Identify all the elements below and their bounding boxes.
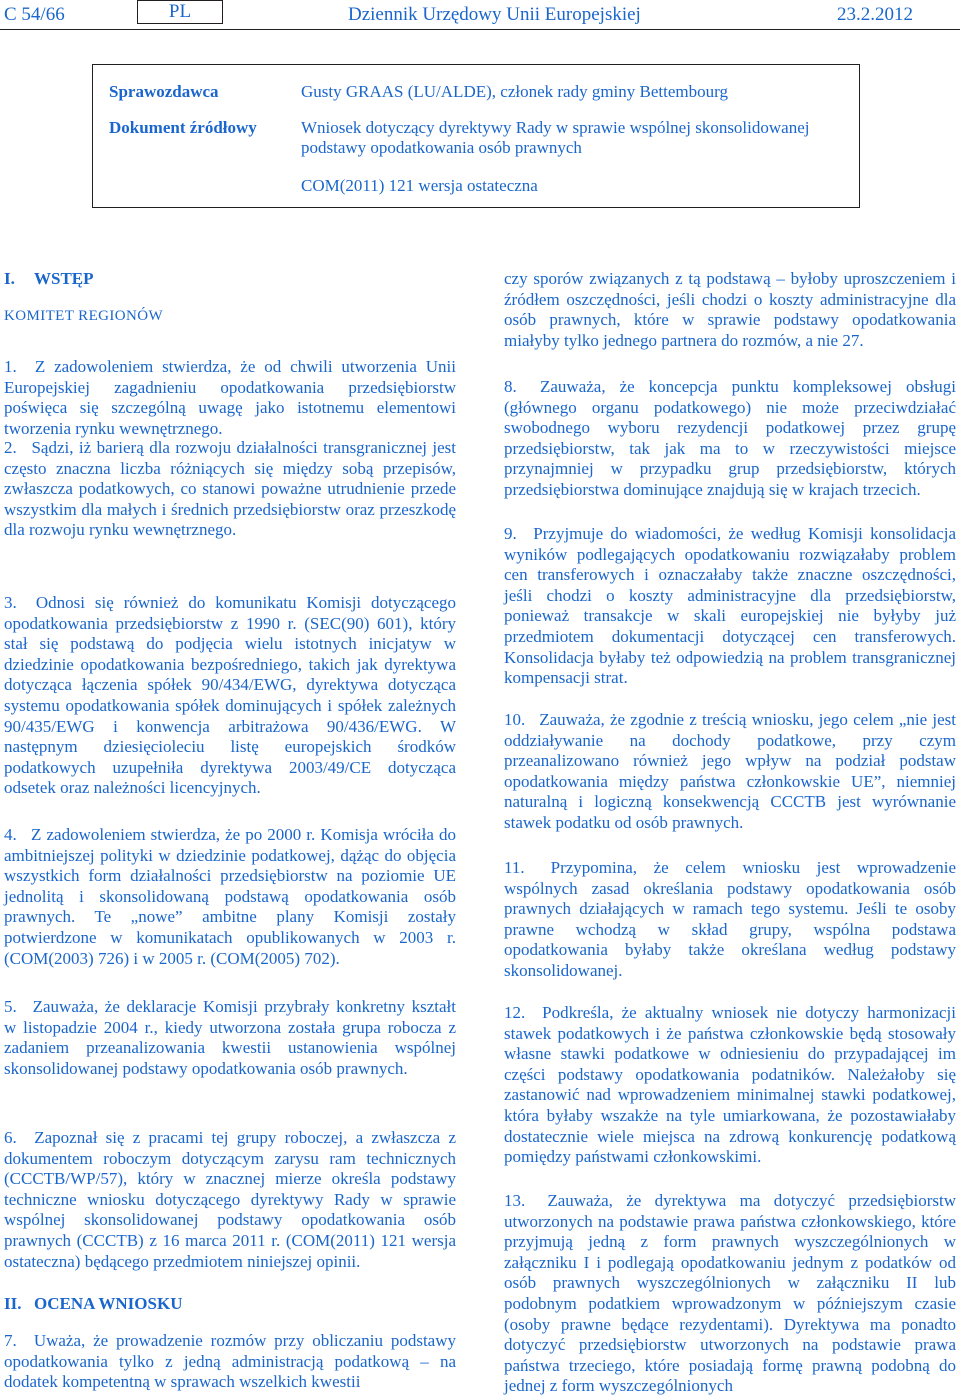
paragraph-7 <box>4 1331 456 1393</box>
paragraph-text: Z zadowoleniem stwierdza, że po 2000 r. Komisja wróciła do ambitniejszej polityki w dziedzinie podatkowej, dążąc do objęcia wszystkich form działalności przedsiębiorstw na poziomie UE jednolitą i skonsolidowaną podstawą opodatkowania osób prawnych. Te „nowe” ambitne plany Komisji zostały potwierdzone w komunikatach opublikowanych w 2003 r. (COM(2003) 726) i w 2005 r. (COM(2005) 702). <box>4 825 456 968</box>
paragraph-text: Zauważa, że zgodnie z treścią wniosku, jego celem „nie jest oddziaływanie na dochody podatkowe, przy czym przeanalizowano również jego wpływ na podział podstaw opodatkowania między państwa członkowskie UE”, niemniej naturalną i logiczną konsekwencją CCCTB jest wyrównanie stawek podatku od osób prawnych. <box>504 710 957 832</box>
paragraph-13 <box>504 1191 956 1397</box>
page-header <box>0 0 960 34</box>
paragraph-10 <box>504 710 956 834</box>
paragraph-8 <box>504 377 956 501</box>
paragraph-6 <box>4 1128 456 1272</box>
paragraph-text: Zauważa, że deklaracje Komisji przybrały konkretny kształt w listopadzie 2004 r., kiedy utworzona została grupa robocza z zadaniem przeanalizowania kwestii ustanowienia wspólnej skonsolidowanej podstawy opodatkowania osób prawnych. <box>4 997 456 1078</box>
rapporteur-label: Sprawozdawca <box>109 82 219 101</box>
paragraph-4 <box>4 825 456 969</box>
paragraph-number: 12. <box>504 1003 526 1022</box>
section-title: OCENA WNIOSKU <box>34 1294 183 1313</box>
publication-date: 23.2.2012 <box>837 4 913 25</box>
paragraph-11 <box>504 858 956 982</box>
paragraph-text: Uważa, że prowadzenie rozmów przy obliczaniu podstawy opodatkowania tylko z jedną administracją podatkową – na dodatek kompetentną w sprawach wszelkich kwestii <box>4 1331 456 1392</box>
paragraph-number: 3. <box>4 593 17 612</box>
paragraph-text: Z zadowoleniem stwierdza, że od chwili utworzenia Unii Europejskiej zagadnieniu opodatkowania przedsiębiorstw poświęca się szczególną uwagę jako istotnemu elementowi tworzenia rynku wewnętrznego. <box>4 357 457 438</box>
paragraph-text: Przyjmuje do wiadomości, że według Komisji konsolidacja wyników podlegających opodatkowaniu rozwiązałaby problem cen transferowych i oznaczałaby także znaczne oszczędności, jeśli chodzi o koszty administracyjne dla przedsiębiorstw, ponieważ transakcje w skali europejskiej nie byłyby już przedmiotem dokumentacji dotyczącej cen transferowych. Konsolidacja byłaby też odpowiedzią na problem transgranicznej kompensacji strat. <box>504 524 957 688</box>
paragraph-number: 11. <box>504 858 525 877</box>
source-label: Dokument źródłowy <box>109 118 257 137</box>
section-number: I. <box>4 269 15 288</box>
section-heading-1 <box>4 269 456 290</box>
paragraph-number: 10. <box>504 710 526 729</box>
section-number: II. <box>4 1294 22 1313</box>
section-title: WSTĘP <box>34 269 94 288</box>
info-box <box>92 64 860 208</box>
paragraph-number: 1. <box>4 357 17 376</box>
paragraph-number: 8. <box>504 377 517 396</box>
header-rule <box>0 29 960 30</box>
paragraph-number: 13. <box>504 1191 526 1210</box>
language-badge: PL <box>137 0 223 24</box>
paragraph-2 <box>4 438 456 541</box>
paragraph-text: Zauważa, że dyrektywa ma dotyczyć przedsiębiorstw utworzonych na podstawie prawa państwa członkowskiego, które przyjmują jedną z form prawnych wyszczególnionych w załączniku I i podlegają opodatkowaniu jednym z podatków od osób prawnych wyszczególnionych w załączniku II lub podobnym podatkiem wprowadzonym w późniejszym czasie (osoby prawne będące rezydentami). Dyrektywa ma ponadto dotyczyć przedsiębiorstw utworzonych na podstawie prawa państwa trzeciego, które posiadają formę prawną podobną do jednej z form wyszczególnionych <box>504 1191 957 1396</box>
paragraph-number: 7. <box>4 1331 17 1350</box>
paragraph-number: 9. <box>504 524 517 543</box>
paragraph-1 <box>4 357 456 439</box>
paragraph-7-continued: czy sporów związanych z tą podstawą – byłoby uproszczeniem i źródłem oszczędności, jeśli chodzi o koszty administracyjne dla osób prawnych, które w sprawie podstawy opodatkowania miałyby tylko jednego partnera do rozmów, a nie 27. <box>504 269 956 350</box>
paragraph-text: Podkreśla, że aktualny wniosek nie dotyczy harmonizacji stawek podatkowych i że państwa członkowskie będą stosowały własne stawki podatkowe w odniesieniu do przypadającej im części podstawy opodatkowania podatników. Należałoby się zastanowić nad wprowadzeniem minimalnej stawki podatkowej, która byłaby wszakże na tyle umiarkowana, że pozostawiałaby dostatecznie wiele miejsca na zdrową konkurencję podatkową pomiędzy państwami członkowskimi. <box>504 1003 956 1167</box>
section-heading-2 <box>4 1294 456 1315</box>
paragraph-number: 6. <box>4 1128 17 1147</box>
paragraph-3 <box>4 593 456 799</box>
paragraph-text: Sądzi, iż barierą dla rozwoju działalności transgranicznej jest często znaczna liczba różniących się między sobą przepisów, zwłaszcza podatkowych, co stanowi poważne utrudnienie przede wszystkim dla małych i średnich przedsiębiorstw oraz przeszkodę dla rozwoju rynku wewnętrznego. <box>4 438 457 540</box>
paragraph-5 <box>4 997 456 1079</box>
source-reference: COM(2011) 121 wersja ostateczna <box>301 176 538 195</box>
page-number: C 54/66 <box>4 4 65 25</box>
paragraph-text: Zauważa, że koncepcja punktu kompleksowej obsługi (głównego organu podatkowego) nie może przeciwdziałać swobodnego wyboru rezydencji podatkowej przez grupę przedsiębiorstw, tak jak ma to w rzeczywistości miejsce przynajmniej w przypadku grup przedsiębiorstw, których przedsiębiorstwa dominujące znajdują się w krajach trzecich. <box>504 377 957 499</box>
paragraph-text: Odnosi się również do komunikatu Komisji dotyczącego opodatkowania przedsiębiorstw z 1990 r. (SEC(90) 601), który stał się podstawą do podjęcia wielu istotnych inicjatyw w dziedzinie opodatkowania bezpośredniego, takich jak dyrektywa dotycząca łączenia spółek 90/434/EWG, dyrektywa dotycząca systemu opodatkowania spółek dominujących i spółek zależnych 90/435/EWG i konwencja arbitrażowa 90/436/EWG. W następnym dziesięcioleciu listę europejskich środków podatkowych uzupełniła dyrektywa 2003/49/CE dotycząca odsetek oraz należności licencyjnych. <box>4 593 457 798</box>
paragraph-text: Zapoznał się z pracami tej grupy roboczej, a zwłaszcza z dokumentem roboczym dotyczącym zarysu ram technicznych (CCCTB/WP/57), który w znacznej mierze określa podstawy techniczne wniosku dotyczącego dyrektywy Rady w sprawie wspólnej skonsolidowanej podstawy opodatkowania osób prawnych (CCCTB) z 16 marca 2011 r. (COM(2011) 121 wersja ostateczna) będącego przedmiotem niniejszej opinii. <box>4 1128 456 1271</box>
paragraph-number: 2. <box>4 438 17 457</box>
paragraph-number: 5. <box>4 997 17 1016</box>
source-value: Wniosek dotyczący dyrektywy Rady w sprawie wspólnej skonsolidowanej podstawy opodatkowania osób prawnych <box>301 118 810 157</box>
paragraph-9 <box>504 524 956 689</box>
paragraph-text: Przypomina, że celem wniosku jest wprowadzenie wspólnych zasad określania podstawy opodatkowania osób prawnych działających w ramach tego systemu. Jeśli te osoby prawne wchodzą w skład grupy, wspólna podstawa opodatkowania byłaby także określana według podstawy skonsolidowanej. <box>504 858 957 980</box>
rapporteur-value: Gusty GRAAS (LU/ALDE), członek rady gminy Bettembourg <box>301 82 728 101</box>
sub-heading: KOMITET REGIONÓW <box>4 308 164 324</box>
journal-title: Dziennik Urzędowy Unii Europejskiej <box>348 4 641 25</box>
paragraph-12 <box>504 1003 956 1168</box>
paragraph-number: 4. <box>4 825 17 844</box>
